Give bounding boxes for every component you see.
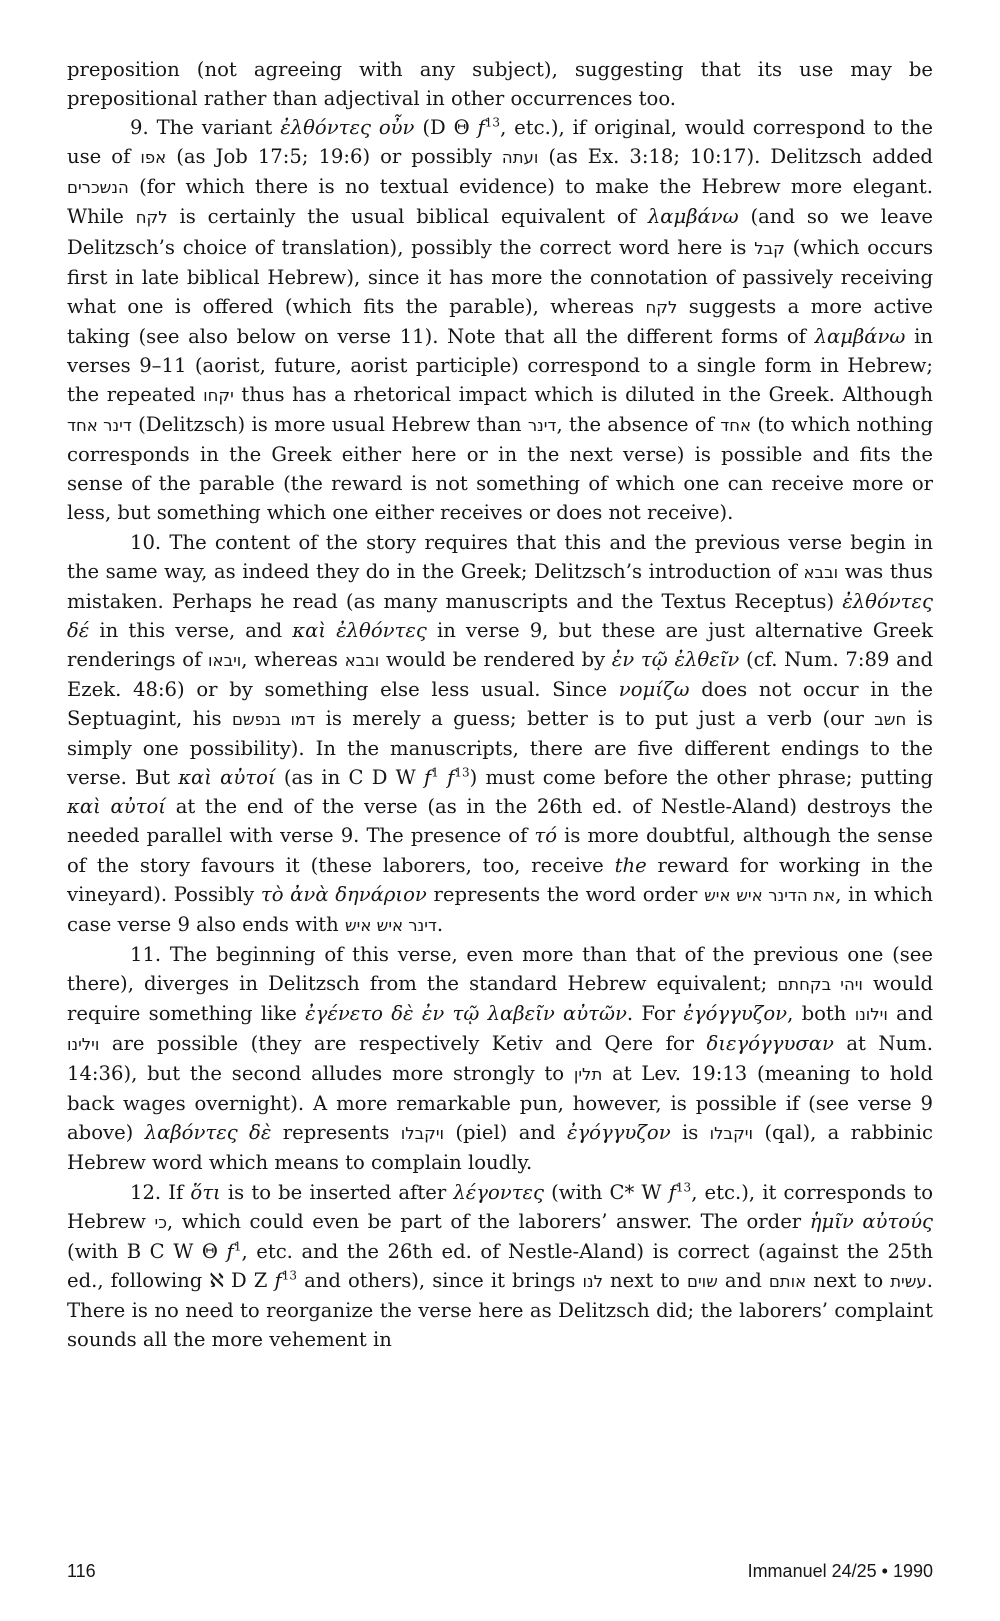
text-run: , the absence of xyxy=(556,413,721,437)
text-run: is more doubtful, although the sense of the story favours it (these laborers, too, receive xyxy=(67,824,933,877)
text-run: (to which nothing corresponds in the Greek either here or in the next verse) is possible and fits the sense of the parable (the reward is not something of which one can receive more or less, but something which one either receives or does not receive). xyxy=(67,413,933,525)
text-run: , etc.), if original, would correspond to the use of xyxy=(67,116,933,169)
para-continuation xyxy=(67,55,933,113)
superscript: 13 xyxy=(281,1268,297,1283)
page-number: 116 xyxy=(67,1561,96,1581)
greek-term: ἐλθόντες οὖν xyxy=(280,116,415,140)
greek-term: f xyxy=(423,766,432,790)
hebrew-term: ויהי בקחתם xyxy=(777,974,863,994)
hebrew-term: דינר אחד xyxy=(67,416,132,436)
greek-term: λέγοντες xyxy=(453,1180,545,1204)
text-run: and others), since it brings xyxy=(297,1268,583,1292)
hebrew-term: אחד xyxy=(720,416,752,436)
greek-term: λαβόντες δὲ xyxy=(144,1121,272,1145)
text-run: , both xyxy=(787,1002,855,1025)
greek-term: ἐγόγγυζον xyxy=(566,1121,671,1145)
text-run: thus has a rhetorical impact which is diluted in the Greek. Although xyxy=(233,383,933,407)
superscript: 13 xyxy=(484,115,501,130)
greek-term: τὸ ἀνὰ δηνάριον xyxy=(260,882,427,906)
hebrew-term: דינר xyxy=(527,416,557,436)
hebrew-term: דינר איש איש xyxy=(344,915,437,935)
hebrew-term: ובבא xyxy=(344,650,380,670)
text-run: 10. The content of the story requires that this and the previous verse begin in the same way, as indeed they do in the Greek; Delitzsch’s introduction of xyxy=(67,530,933,583)
journal-citation: Immanuel 24/25 • 1990 xyxy=(747,1561,933,1581)
greek-term: ἐγόγγυζον xyxy=(683,1002,788,1025)
greek-term: νομίζω xyxy=(618,677,690,701)
text-run: is merely a guess; better is to put just a verb (our xyxy=(315,707,875,731)
para-verse-12 xyxy=(67,1178,933,1355)
text-run: (for which there is no textual evidence) to make the Hebrew more elegant. While xyxy=(67,175,933,229)
text-run: . xyxy=(436,912,444,936)
text-run: , which could even be part of the laborers’ answer. The order xyxy=(166,1209,810,1233)
text-run: would be rendered by xyxy=(379,647,612,671)
text-run: in verses 9–11 (aorist, future, aorist participle) correspond to a single form in Hebrew; the repeated xyxy=(67,324,933,407)
text-run: next to xyxy=(806,1268,891,1292)
text-run: suggests a more active taking (see also below on verse 11). Note that all the different forms of xyxy=(67,294,934,348)
page-footer xyxy=(67,1561,933,1582)
greek-term: ἐλθόντες δέ xyxy=(67,589,933,642)
text-run: (as Ex. 3:18; 10:17). Delitzsch added xyxy=(538,145,933,169)
hebrew-term: ויקבלו xyxy=(709,1124,753,1144)
greek-term: f xyxy=(668,1180,676,1204)
greek-term: διεγόγγυσαν xyxy=(706,1032,834,1056)
text-run: next to xyxy=(602,1268,688,1292)
greek-term: λαμβάνω xyxy=(814,324,906,348)
text-run: (with B C W Θ xyxy=(67,1239,227,1263)
superscript: 1 xyxy=(431,765,439,780)
greek-term: f xyxy=(274,1268,282,1292)
para-verse-9 xyxy=(67,113,933,527)
text-run: and xyxy=(717,1268,769,1292)
text-run: , in which case verse 9 also ends with xyxy=(67,882,933,936)
greek-term: f xyxy=(226,1239,234,1263)
greek-term: ἡμῖν αὐτούς xyxy=(809,1209,933,1233)
hebrew-term: שוים xyxy=(687,1271,718,1291)
text-run: 9. The variant xyxy=(130,116,281,140)
text-run: , etc.), it corresponds to Hebrew xyxy=(67,1180,934,1233)
hebrew-term: חשב xyxy=(874,710,907,730)
superscript: 1 xyxy=(233,1239,242,1254)
hebrew-term: וילינו xyxy=(67,1035,100,1055)
superscript: 13 xyxy=(675,1180,692,1195)
greek-term: ἐν τῷ ἐλθεῖν xyxy=(611,647,740,671)
page-body xyxy=(67,55,933,1354)
text-run: (as in C D W xyxy=(275,766,424,790)
text-run: . For xyxy=(626,1002,684,1025)
text-run: in this verse, and xyxy=(89,618,293,642)
text-run: , etc. and the 26th ed. of Nestle-Aland) is correct (against the 25th ed., following ℵ D Z xyxy=(67,1239,933,1292)
text-run: (D Θ xyxy=(414,116,478,140)
hebrew-term: כי xyxy=(154,1212,167,1232)
text-run: (cf. Num. 7:89 and Ezek. 48:6) or by something else less usual. Since xyxy=(67,647,933,701)
hebrew-term: ויקבלו xyxy=(400,1124,445,1144)
hebrew-term: לקח xyxy=(645,297,678,317)
text-run: (Delitzsch) is more usual Hebrew than xyxy=(131,413,528,437)
text-run: (piel) and xyxy=(444,1121,567,1145)
text-run: in verse 9, but these are just alternative Greek renderings of xyxy=(67,618,933,671)
greek-term: καὶ ἐλθόντες xyxy=(292,618,427,642)
greek-term: καὶ αὐτοί xyxy=(67,795,166,819)
text-run: (which occurs first in late biblical Hebrew), since it has more the connotation of passively receiving what one is offered (which fits the parable), whereas xyxy=(67,235,934,318)
hebrew-term: לקח xyxy=(135,208,168,228)
greek-term: καὶ αὐτοί xyxy=(178,766,276,790)
text-run: is xyxy=(670,1121,710,1145)
text-run: does not occur in the Septuagint, his xyxy=(67,677,933,731)
hebrew-term: קבל xyxy=(754,238,785,258)
text-run: (with C* W xyxy=(544,1180,669,1204)
greek-term: ὅτι xyxy=(190,1180,221,1204)
hebrew-term: ועתה xyxy=(501,148,539,168)
hebrew-term: יקחו xyxy=(203,386,234,406)
para-verse-10 xyxy=(67,528,933,940)
text-run: at Num. 14:36), but the second alludes more strongly to xyxy=(67,1032,933,1086)
hebrew-term: אפו xyxy=(140,148,167,168)
text-run: at the end of the verse (as in the 26th ed. of Nestle-Aland) destroys the needed parallel with verse 9. The presence of xyxy=(67,795,933,848)
hebrew-term: ויבאו xyxy=(208,650,242,670)
greek-term: τό xyxy=(534,824,558,848)
greek-term: the xyxy=(614,853,647,877)
superscript: 13 xyxy=(454,765,470,780)
hebrew-term: עשית xyxy=(890,1271,927,1291)
greek-term: ἐγένετο δὲ ἐν τῷ λαβεῖν αὐτῶν xyxy=(305,1002,627,1025)
greek-term: λαμβάνω xyxy=(647,205,739,229)
text-run: reward for working in the vineyard). Possibly xyxy=(67,853,934,906)
text-run: ) must come before the other phrase; putting xyxy=(469,766,934,790)
text-run: , whereas xyxy=(241,647,345,671)
hebrew-term: ובבא xyxy=(803,562,839,582)
hebrew-term: דמו בנפשם xyxy=(231,710,316,730)
hebrew-term: הנשכרים xyxy=(67,178,129,198)
text-run xyxy=(439,766,447,789)
text-run: (and so we leave Delitzsch’s choice of translation), possibly the correct word here is xyxy=(67,205,933,259)
text-run: is to be inserted after xyxy=(220,1180,454,1204)
text-run: 12. If xyxy=(130,1180,191,1204)
text-run: represents the word order xyxy=(426,882,705,906)
hebrew-term: וילונו xyxy=(854,1005,888,1024)
text-run: is simply one possibility). In the manuscripts, there are five different endings to the verse. But xyxy=(67,707,933,790)
hebrew-term: את הדינר איש איש xyxy=(704,885,836,905)
text-run: represents xyxy=(271,1121,401,1145)
para-verse-11 xyxy=(67,940,933,1178)
text-run: and xyxy=(887,1002,934,1025)
hebrew-term: לנו xyxy=(582,1271,603,1291)
text-run: (as Job 17:5; 19:6) or possibly xyxy=(166,145,502,169)
text-run: at Lev. 19:13 (meaning to hold back wages overnight). A more remarkable pun, however, is possible if (see verse 9 above) xyxy=(67,1062,933,1145)
text-run: 11. The beginning of this verse, even more than that of the previous one (see there), diverges in Delitzsch from the standard Hebrew equivalent; xyxy=(67,942,933,995)
text-run: is certainly the usual biblical equivalent of xyxy=(167,205,648,229)
greek-term: f xyxy=(477,116,485,140)
text-run: are possible (they are respectively Ketiv and Qere for xyxy=(99,1032,707,1056)
text-run: (qal), a rabbinic Hebrew word which means to complain loudly. xyxy=(67,1121,933,1175)
text-run: preposition (not agreeing with any subject), suggesting that its use may be prepositional rather than adjectival in other occurrences too. xyxy=(67,58,933,111)
text-run: . There is no need to reorganize the verse here as Delitzsch did; the laborers’ complaint sounds all the more vehement in xyxy=(67,1268,933,1352)
hebrew-term: אותם xyxy=(768,1271,807,1291)
greek-term: f xyxy=(447,766,455,790)
hebrew-term: תלין xyxy=(573,1065,603,1085)
text-run: would require something like xyxy=(67,971,934,1025)
text-run: was thus mistaken. Perhaps he read (as many manuscripts and the Textus Receptus) xyxy=(67,559,933,613)
